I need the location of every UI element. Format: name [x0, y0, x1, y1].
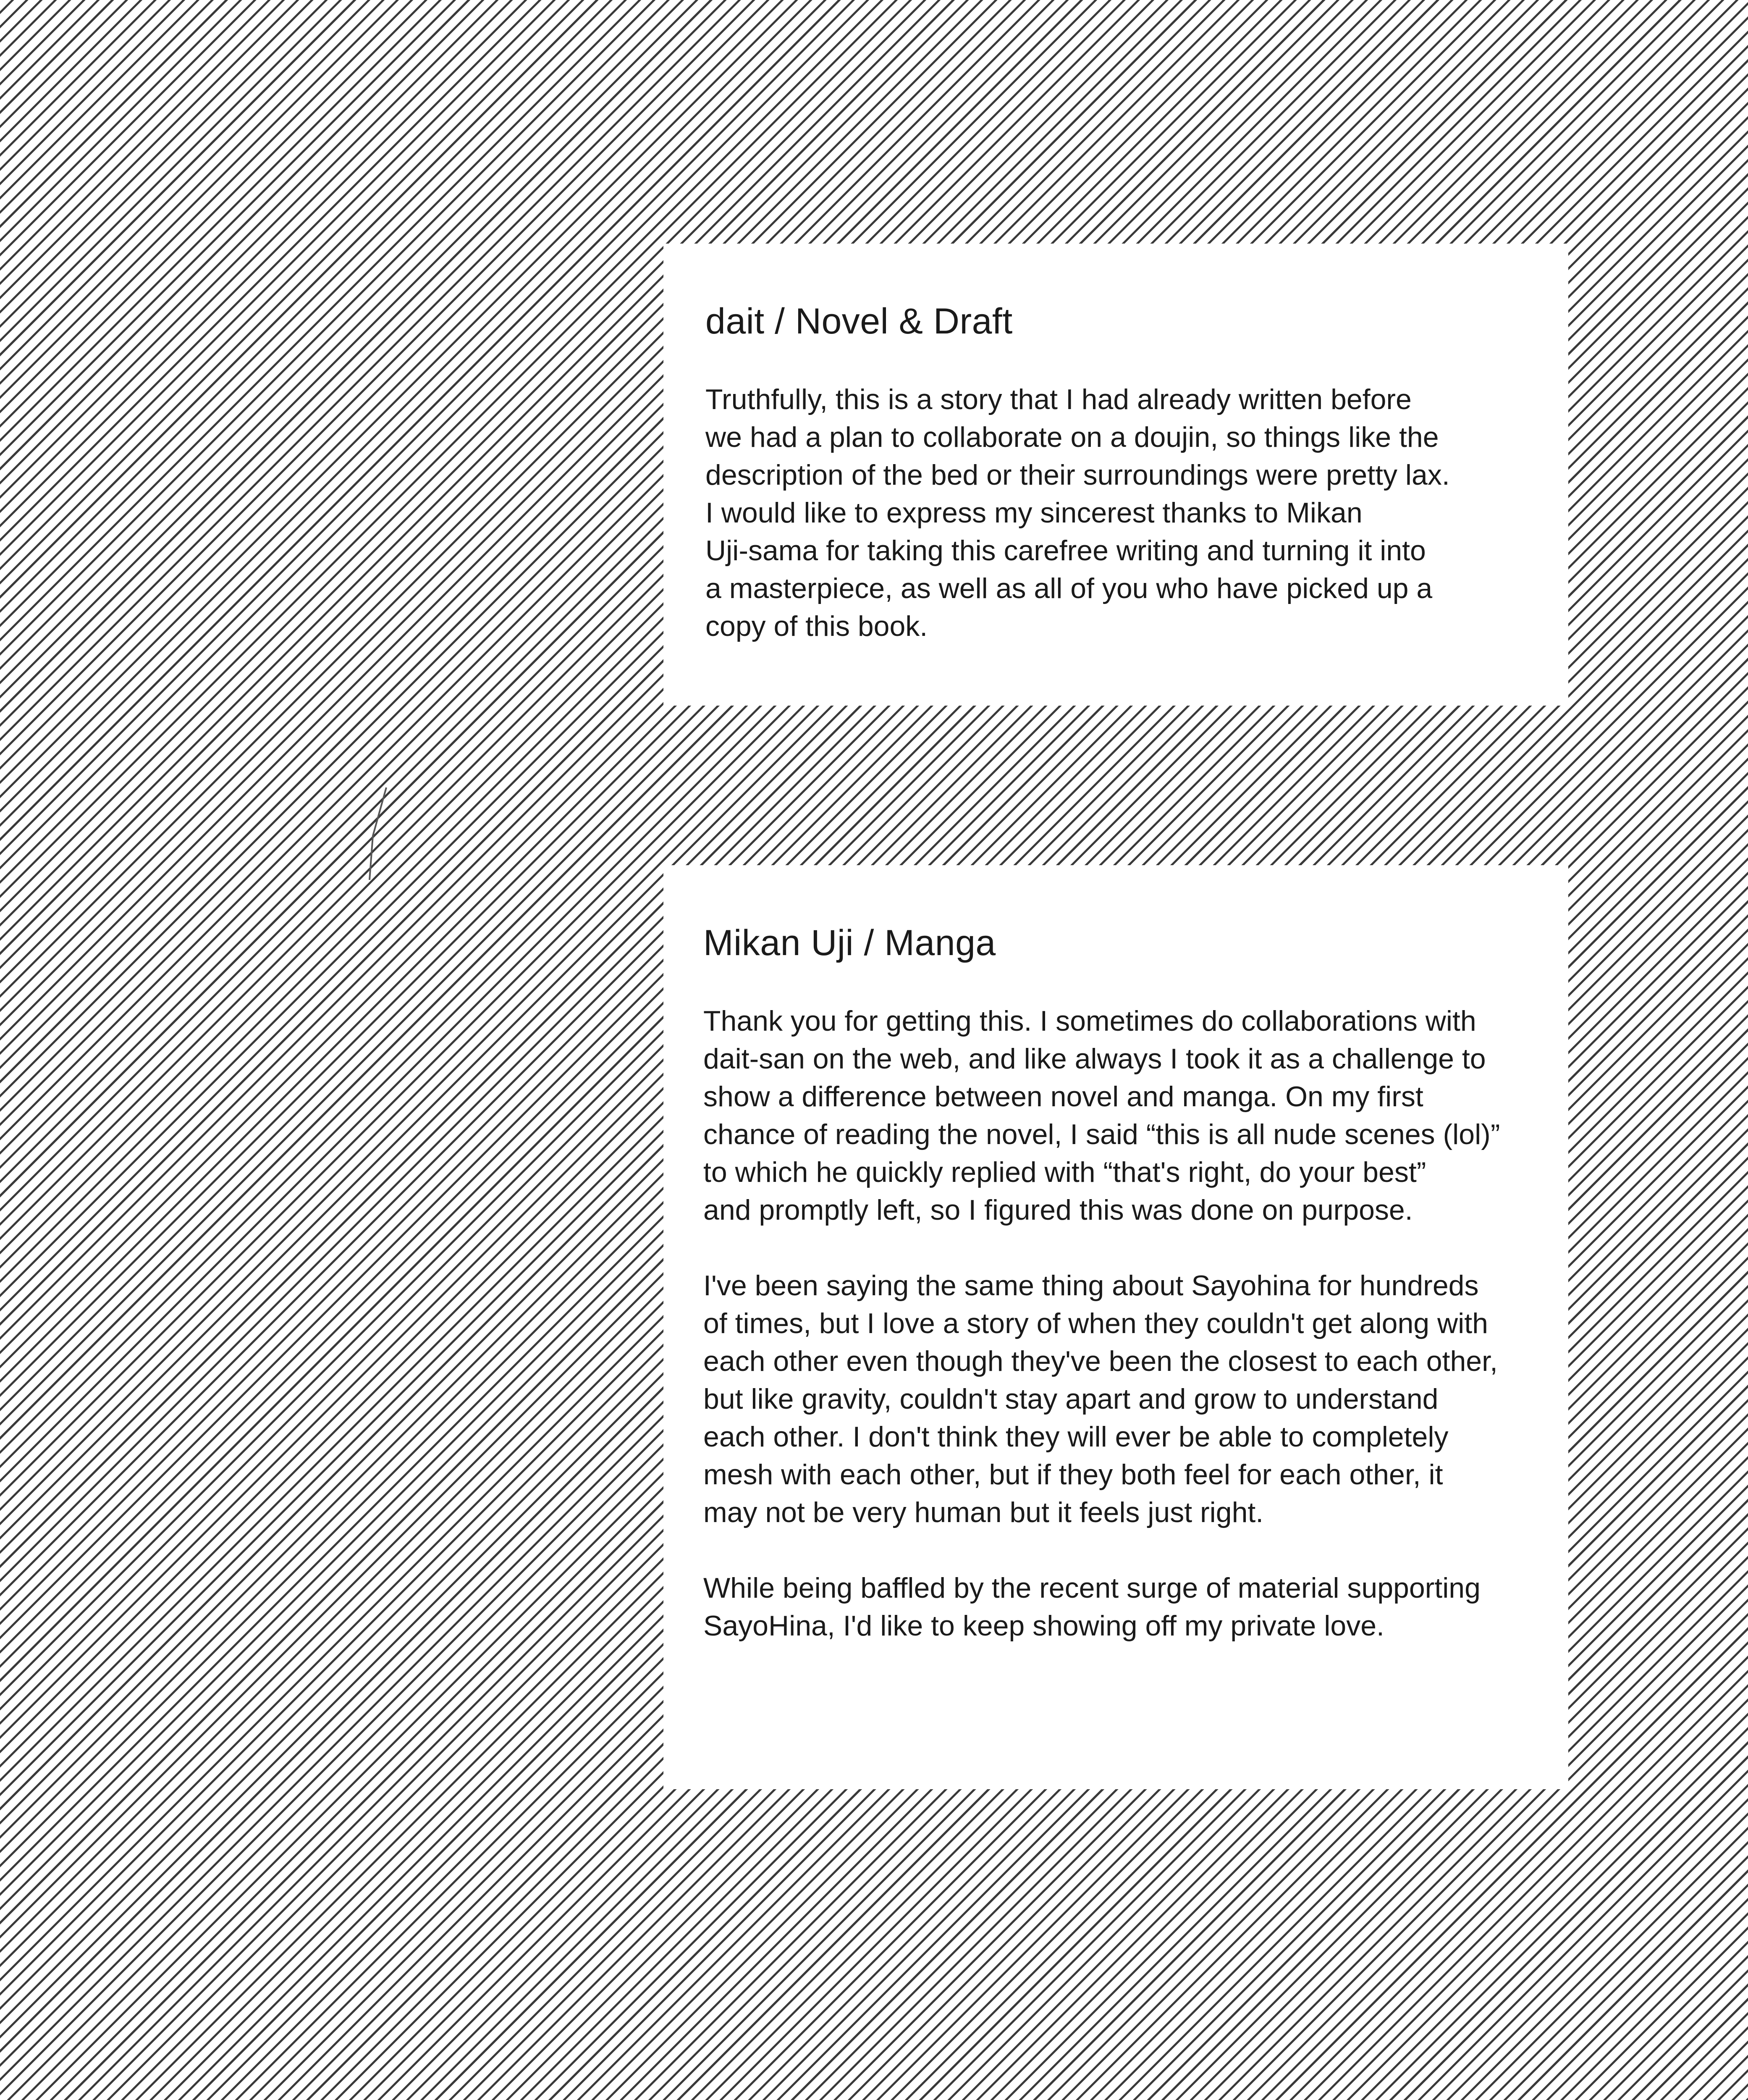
credit-paragraph: I've been saying the same thing about Sayohina for hundreds of times, but I love a story of when they couldn't get along with each other even though they've been the closest to each other, but like gravity, couldn't stay apart and grow to understand each other. I don't think they will ever be able to completely mesh with each other, but if they both feel for each other, it may not be very human but it feels just right.: [703, 1270, 1498, 1528]
credit-panel-dait: [663, 244, 1568, 706]
credit-paragraph: Truthfully, this is a story that I had already written before we had a plan to collaborate on a doujin, so things like the description of the bed or their surroundings were pretty lax. I would like to express my sincerest thanks to Mikan Uji-sama for taking this carefree writing and turning it into a masterpiece, as well as all of you who have picked up a copy of this book.: [705, 383, 1450, 642]
credit-panel-mikan-uji: [663, 865, 1568, 1789]
credit-paragraph: Thank you for getting this. I sometimes do collaborations with dait-san on the web, and like always I took it as a challenge to show a difference between novel and manga. On my first chance of reading the novel, I said “this is all nude scenes (lol)” to which he quickly replied with “that's right, do your best” and promptly left, so I figured this was done on purpose.: [703, 1005, 1500, 1226]
stray-pen-stroke: [365, 785, 390, 886]
credit-title-dait: dait / Novel & Draft: [705, 301, 1013, 341]
credit-title-mikan-uji: Mikan Uji / Manga: [703, 923, 996, 963]
credit-paragraph: While being baffled by the recent surge of material supporting SayoHina, I'd like to keep showing off my private love.: [703, 1572, 1481, 1642]
